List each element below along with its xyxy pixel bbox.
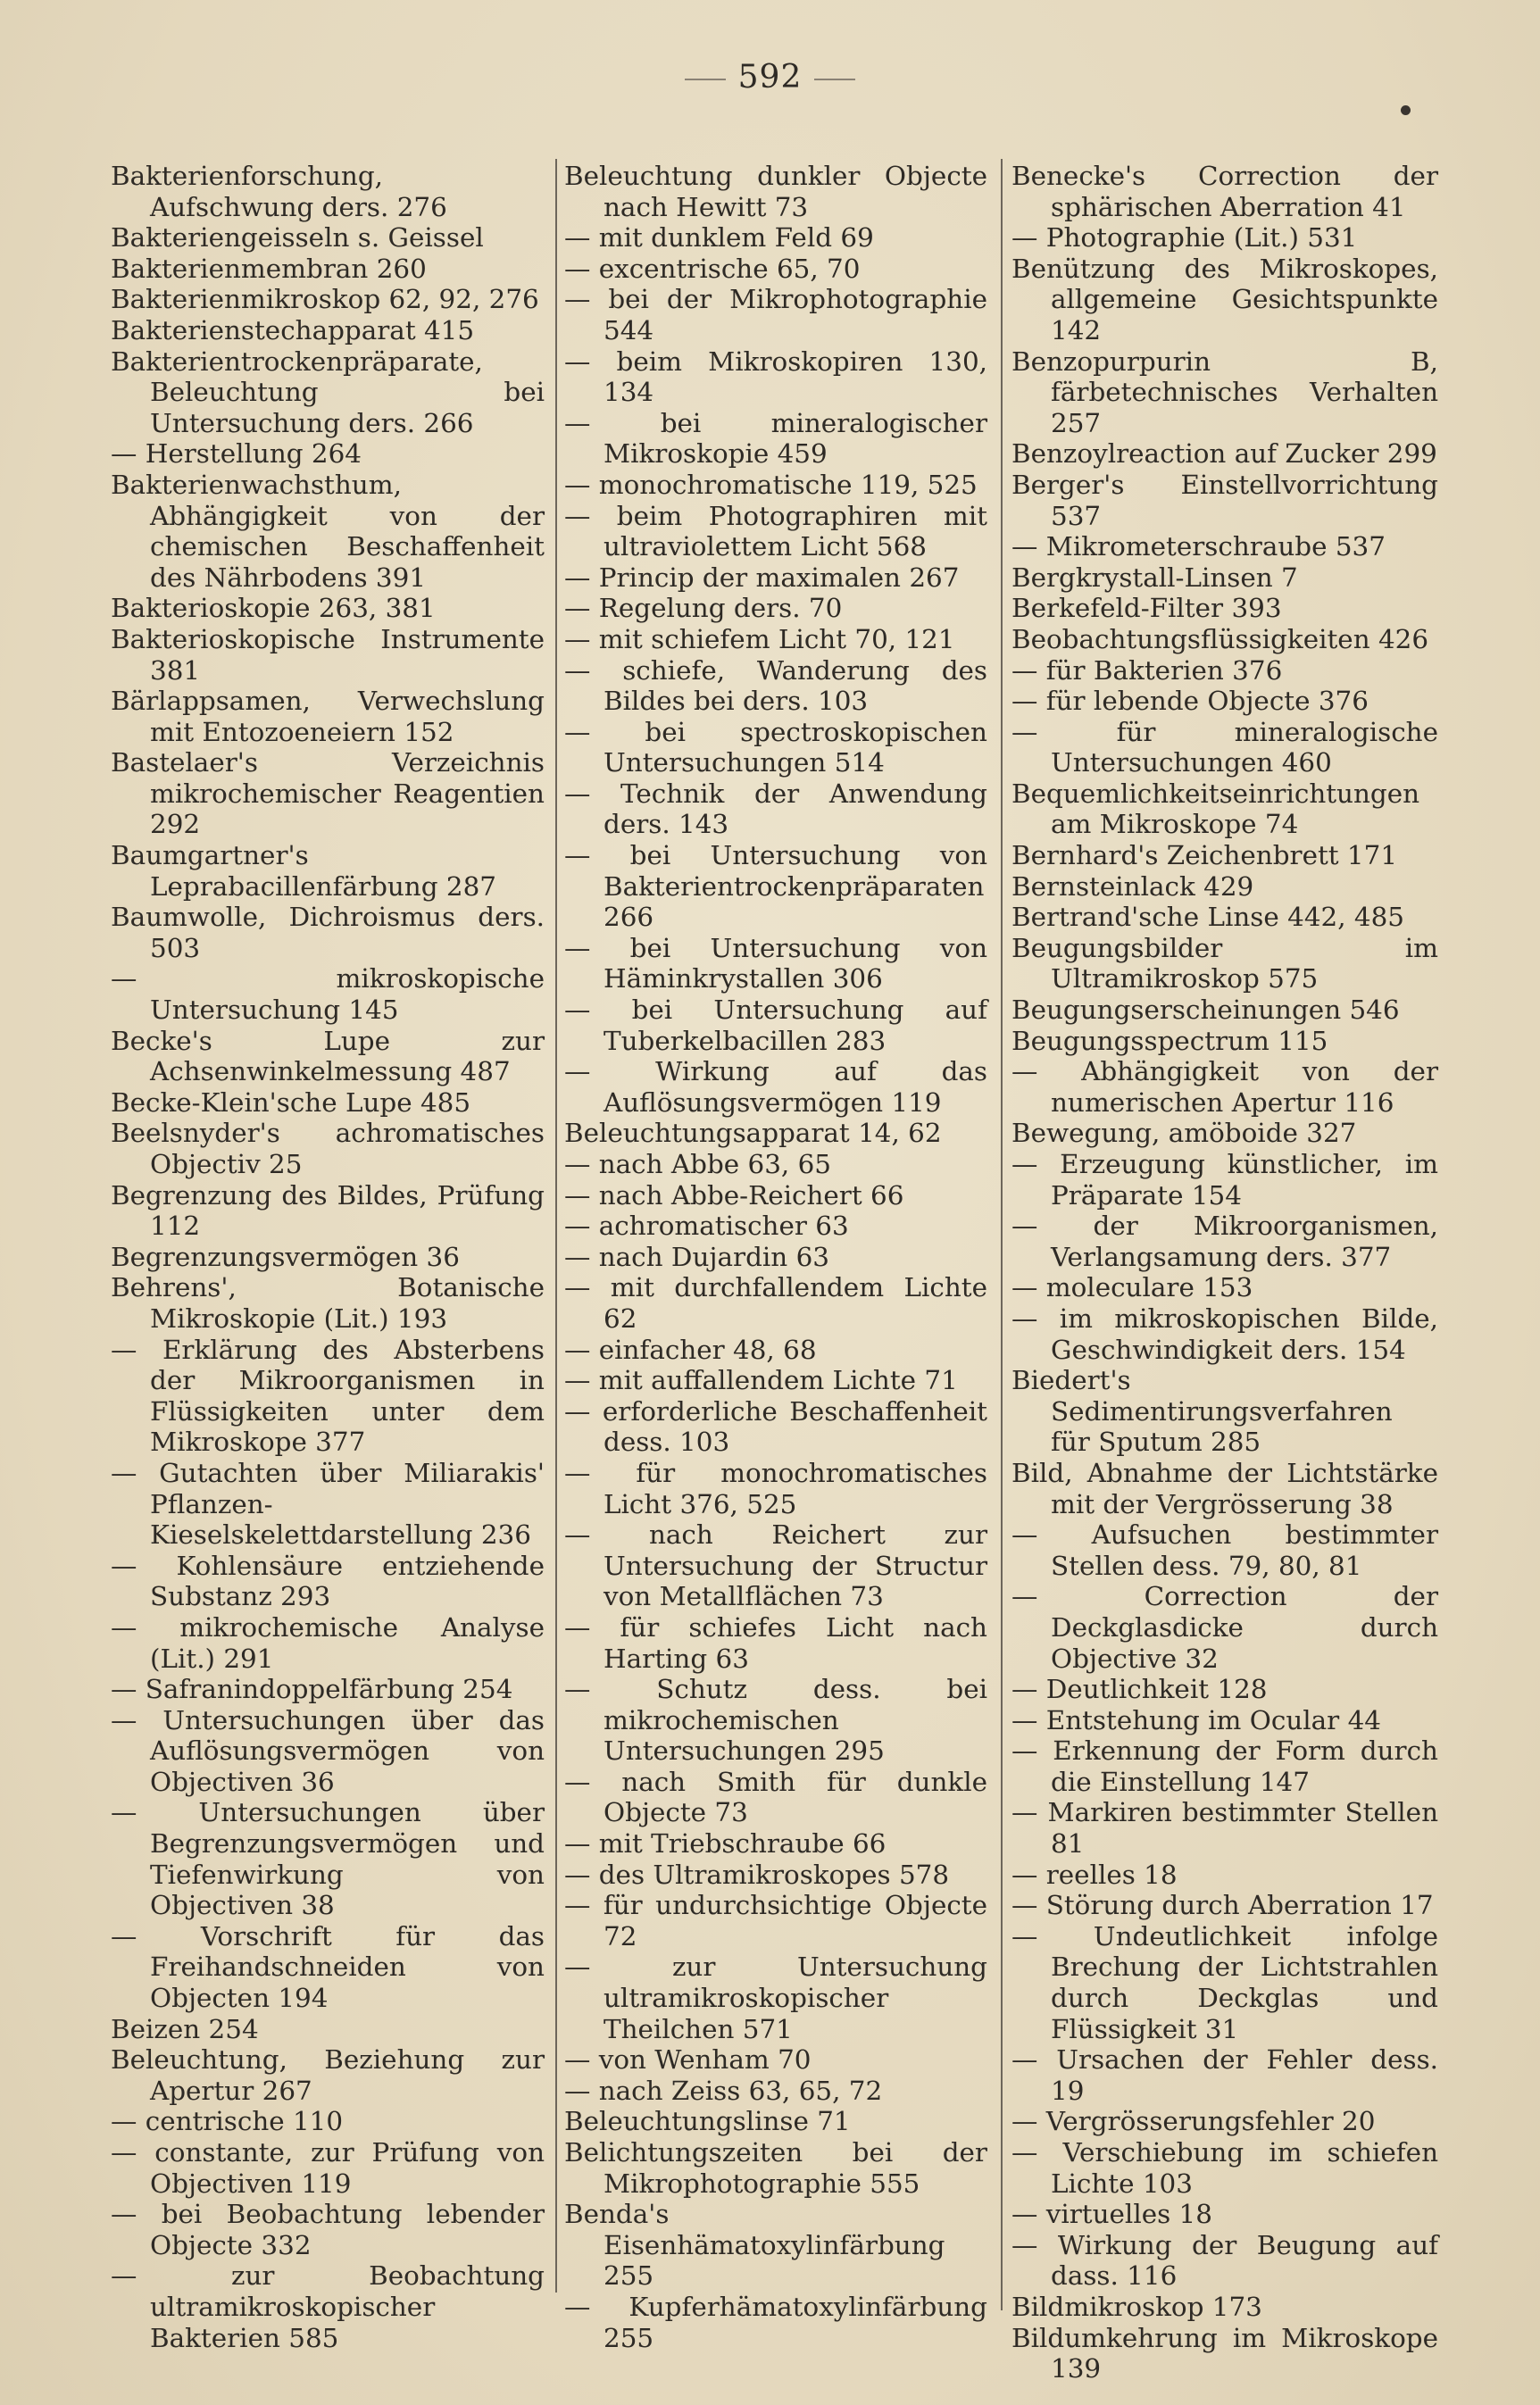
index-entry: — nach Abbe-Reichert 66 — [564, 1179, 904, 1211]
index-entry: Bakterioskopie 263, 381 — [111, 593, 436, 624]
index-entry: Bakterienmembran 260 — [111, 253, 427, 284]
index-entry: — mit durchfallendem Lichte 62 — [564, 1272, 987, 1334]
index-entry: — Correction der Deckglasdicke durch Objective 32 — [1011, 1581, 1438, 1674]
index-entry: — moleculare 153 — [1011, 1272, 1253, 1303]
index-entry: — Herstellung 264 — [111, 438, 362, 470]
index-entry: — constante, zur Prüfung von Objectiven 119 — [111, 2137, 545, 2199]
index-column-3 — [1011, 161, 1438, 2384]
index-entry: Beizen 254 — [111, 2013, 259, 2044]
index-entry: — Wirkung der Beugung auf dass. 116 — [1011, 2229, 1438, 2292]
index-entry: — für Bakterien 376 — [1011, 654, 1283, 686]
index-entry: Bakteriengeisseln s. Geissel — [111, 222, 484, 254]
index-entry: — nach Smith für dunkle Objecte 73 — [564, 1766, 987, 1828]
index-entry: — mit Triebschraube 66 — [564, 1828, 887, 1860]
index-entry: Beleuchtung, Beziehung zur Apertur 267 — [111, 2044, 545, 2106]
index-entry: Baumwolle, Dichroismus ders. 503 — [111, 902, 545, 963]
index-entry: — Entstehung im Ocular 44 — [1011, 1704, 1381, 1735]
index-entry: — einfacher 48, 68 — [564, 1334, 817, 1365]
index-entry: — Aufsuchen bestimmter Stellen dess. 79, 80, 81 — [1011, 1519, 1438, 1581]
index-entry: — Markiren bestimmter Stellen 81 — [1011, 1797, 1438, 1860]
index-entry: — nach Abbe 63, 65 — [564, 1149, 831, 1179]
index-entry: — Untersuchungen über das Auflösungsvermögen von Objectiven 36 — [111, 1704, 545, 1797]
index-entry: Benda's Eisenhämatoxylinfärbung 255 — [564, 2199, 945, 2292]
index-entry: Bärlappsamen, Verwechslung mit Entozoeneiern 152 — [111, 686, 545, 747]
index-entry: — virtuelles 18 — [1011, 2199, 1212, 2230]
index-column-1 — [111, 161, 545, 2353]
index-entry: Bildumkehrung im Mikroskope 139 — [1011, 2322, 1438, 2384]
index-entry: — Wirkung auf das Auflösungsvermögen 119 — [564, 1056, 987, 1118]
index-entry: — erforderliche Beschaffenheit dess. 103 — [564, 1395, 987, 1458]
index-entry: — nach Dujardin 63 — [564, 1241, 829, 1272]
index-entry: Bergkrystall-Linsen 7 — [1011, 562, 1298, 593]
page-number-text: 592 — [737, 59, 803, 96]
index-entry: — der Mikroorganismen, Verlangsamung ders. 377 — [1011, 1211, 1438, 1272]
index-entry: — bei Beobachtung lebender Objecte 332 — [111, 2199, 545, 2260]
index-entry: — mit schiefem Licht 70, 121 — [564, 623, 955, 654]
index-entry: — Kupferhämatoxylinfärbung 255 — [564, 2291, 987, 2353]
index-entry: Berger's Einstellvorrichtung 537 — [1011, 469, 1438, 531]
index-entry: — zur Beobachtung ultramikroskopischer Bakterien 585 — [111, 2260, 545, 2353]
index-entry: Benzoylreaction auf Zucker 299 — [1011, 438, 1437, 470]
index-entry: — zur Untersuchung ultramikroskopischer Theilchen 571 — [564, 1951, 987, 2044]
index-entry: Bertrand'sche Linse 442, 485 — [1011, 902, 1404, 933]
index-entry: — bei Untersuchung von Häminkrystallen 306 — [564, 932, 987, 994]
index-entry: — Safranindoppelfärbung 254 — [111, 1674, 513, 1705]
index-entry: Behrens', Botanische Mikroskopie (Lit.) 193 — [111, 1272, 545, 1334]
index-entry: Beleuchtungslinse 71 — [564, 2106, 851, 2137]
index-entry: Benzopurpurin B, färbetechnisches Verhalten 257 — [1011, 345, 1438, 438]
index-entry: — Verschiebung im schiefen Lichte 103 — [1011, 2137, 1438, 2199]
index-entry: Benecke's Correction der sphärischen Aberration 41 — [1011, 161, 1438, 222]
index-entry: — nach Zeiss 63, 65, 72 — [564, 2075, 883, 2106]
index-entry: Beleuchtung dunkler Objecte nach Hewitt 73 — [564, 161, 987, 222]
index-entry: — für monochromatisches Licht 376, 525 — [564, 1457, 987, 1519]
index-entry: — beim Mikroskopiren 130, 134 — [564, 345, 987, 408]
index-entry: Becke's Lupe zur Achsenwinkelmessung 487 — [111, 1025, 545, 1087]
index-entry: Bakterientrockenpräparate, Beleuchtung bei Untersuchung ders. 266 — [111, 345, 545, 438]
index-entry: — Mikrometerschraube 537 — [1011, 531, 1386, 562]
index-entry: — mit auffallendem Lichte 71 — [564, 1365, 958, 1396]
index-entry: — nach Reichert zur Untersuchung der Structur von Metallflächen 73 — [564, 1519, 987, 1612]
index-entry: — mit dunklem Feld 69 — [564, 222, 874, 254]
index-entry: Bildmikroskop 173 — [1011, 2291, 1262, 2322]
index-entry: Becke-Klein'sche Lupe 485 — [111, 1086, 471, 1118]
index-entry: Bewegung, amöboide 327 — [1011, 1118, 1357, 1149]
index-entry: — Untersuchungen über Begrenzungsvermögen und Tiefenwirkung von Objectiven 38 — [111, 1797, 545, 1921]
index-entry: — bei mineralogischer Mikroskopie 459 — [564, 407, 987, 470]
index-entry: Bernhard's Zeichenbrett 171 — [1011, 840, 1398, 871]
index-entry: Beugungserscheinungen 546 — [1011, 994, 1400, 1026]
index-entry: — centrische 110 — [111, 2106, 344, 2137]
page-number — [0, 59, 1540, 96]
index-entry: Baumgartner's Leprabacillenfärbung 287 — [111, 840, 496, 902]
ink-spot — [1401, 105, 1411, 115]
index-entry: — Vorschrift für das Freihandschneiden von Objecten 194 — [111, 1920, 545, 2014]
index-entry: Bequemlichkeitseinrichtungen am Mikroskope 74 — [1011, 778, 1420, 840]
index-entry: — Photographie (Lit.) 531 — [1011, 222, 1358, 254]
index-entry: Begrenzung des Bildes, Prüfung 112 — [111, 1179, 545, 1242]
index-entry: — für schiefes Licht nach Harting 63 — [564, 1611, 987, 1674]
column-divider-1 — [555, 159, 557, 2293]
index-entry: — von Wenham 70 — [564, 2044, 812, 2076]
index-entry: — Störung durch Aberration 17 — [1011, 1890, 1434, 1921]
index-entry: Bakterienforschung, Aufschwung ders. 276 — [111, 161, 447, 222]
index-entry: — excentrische 65, 70 — [564, 253, 861, 284]
index-column-2 — [564, 161, 987, 2353]
index-entry: — mikrochemische Analyse (Lit.) 291 — [111, 1611, 545, 1674]
index-entry: — Princip der maximalen 267 — [564, 562, 960, 593]
index-entry: Belichtungszeiten bei der Mikrophotographie 555 — [564, 2137, 987, 2199]
index-entry: — beim Photographiren mit ultraviolettem Licht 568 — [564, 500, 987, 562]
index-entry: — Vergrösserungsfehler 20 — [1011, 2106, 1376, 2137]
index-entry: — Abhängigkeit von der numerischen Apertur 116 — [1011, 1056, 1438, 1118]
index-entry: Bernsteinlack 429 — [1011, 870, 1254, 902]
index-entry: — Erklärung des Absterbens der Mikroorganismen in Flüssigkeiten unter dem Mikroskope 377 — [111, 1334, 545, 1458]
index-entry: Beugungsbilder im Ultramikroskop 575 — [1011, 932, 1438, 994]
index-entry: — bei der Mikrophotographie 544 — [564, 284, 987, 345]
index-entry: — für lebende Objecte 376 — [1011, 686, 1369, 717]
index-entry: — Technik der Anwendung ders. 143 — [564, 778, 987, 840]
index-entry: — Erkennung der Form durch die Einstellung 147 — [1011, 1735, 1438, 1797]
index-entry: — Regelung ders. 70 — [564, 593, 843, 624]
index-entry: Begrenzungsvermögen 36 — [111, 1241, 460, 1272]
index-entry: Beleuchtungsapparat 14, 62 — [564, 1118, 942, 1149]
index-entry: — monochromatische 119, 525 — [564, 469, 978, 500]
index-entry: Beobachtungsflüssigkeiten 426 — [1011, 623, 1429, 654]
index-entry: Biedert's Sedimentirungsverfahren für Sputum 285 — [1011, 1365, 1393, 1458]
index-entry: Bild, Abnahme der Lichtstärke mit der Vergrösserung 38 — [1011, 1457, 1438, 1519]
page-number-dash-left — [685, 79, 726, 80]
index-entry: Beelsnyder's achromatisches Objectiv 25 — [111, 1118, 545, 1179]
index-entry: — bei Untersuchung auf Tuberkelbacillen 283 — [564, 994, 987, 1056]
index-entry: — Ursachen der Fehler dess. 19 — [1011, 2044, 1438, 2106]
index-entry: — bei spectroskopischen Untersuchungen 514 — [564, 716, 987, 778]
index-entry: Bakterienstechapparat 415 — [111, 314, 475, 345]
index-entry: — Erzeugung künstlicher, im Präparate 154 — [1011, 1149, 1438, 1211]
index-entry: Beugungsspectrum 115 — [1011, 1025, 1328, 1056]
index-entry: Bakterienmikroskop 62, 92, 276 — [111, 284, 539, 315]
index-entry: — für mineralogische Untersuchungen 460 — [1011, 716, 1438, 778]
page-number-dash-right — [814, 79, 855, 80]
index-entry: — Kohlensäure entziehende Substanz 293 — [111, 1550, 545, 1612]
index-entry: Bastelaer's Verzeichnis mikrochemischer Reagentien 292 — [111, 747, 545, 840]
index-entry: — mikroskopische Untersuchung 145 — [111, 963, 545, 1026]
index-entry: — des Ultramikroskopes 578 — [564, 1859, 950, 1890]
index-entry: — für undurchsichtige Objecte 72 — [564, 1890, 987, 1951]
index-entry: — im mikroskopischen Bilde, Geschwindigkeit ders. 154 — [1011, 1302, 1438, 1365]
index-entry: — achromatischer 63 — [564, 1211, 849, 1242]
index-entry: — bei Untersuchung von Bakterientrockenpräparaten 266 — [564, 840, 987, 933]
index-entry: — Gutachten über Miliarakis' Pflanzen-Kieselskelettdarstellung 236 — [111, 1457, 545, 1551]
index-entry: Bakterioskopische Instrumente 381 — [111, 623, 545, 686]
index-entry: — reelles 18 — [1011, 1859, 1178, 1890]
index-entry: Bakterienwachsthum, Abhängigkeit von der chemischen Beschaffenheit des Nährbodens 391 — [111, 469, 545, 593]
index-entry: — schiefe, Wanderung des Bildes bei ders. 103 — [564, 654, 987, 717]
index-entry: Berkefeld-Filter 393 — [1011, 593, 1282, 624]
index-entry: Benützung des Mikroskopes, allgemeine Gesichtspunkte 142 — [1011, 253, 1438, 345]
index-entry: — Schutz dess. bei mikrochemischen Untersuchungen 295 — [564, 1674, 987, 1767]
index-entry: — Deutlichkeit 128 — [1011, 1674, 1268, 1705]
index-entry: — Undeutlichkeit infolge Brechung der Lichtstrahlen durch Deckglas und Flüssigkeit 31 — [1011, 1920, 1438, 2044]
column-divider-2 — [1001, 159, 1003, 2310]
